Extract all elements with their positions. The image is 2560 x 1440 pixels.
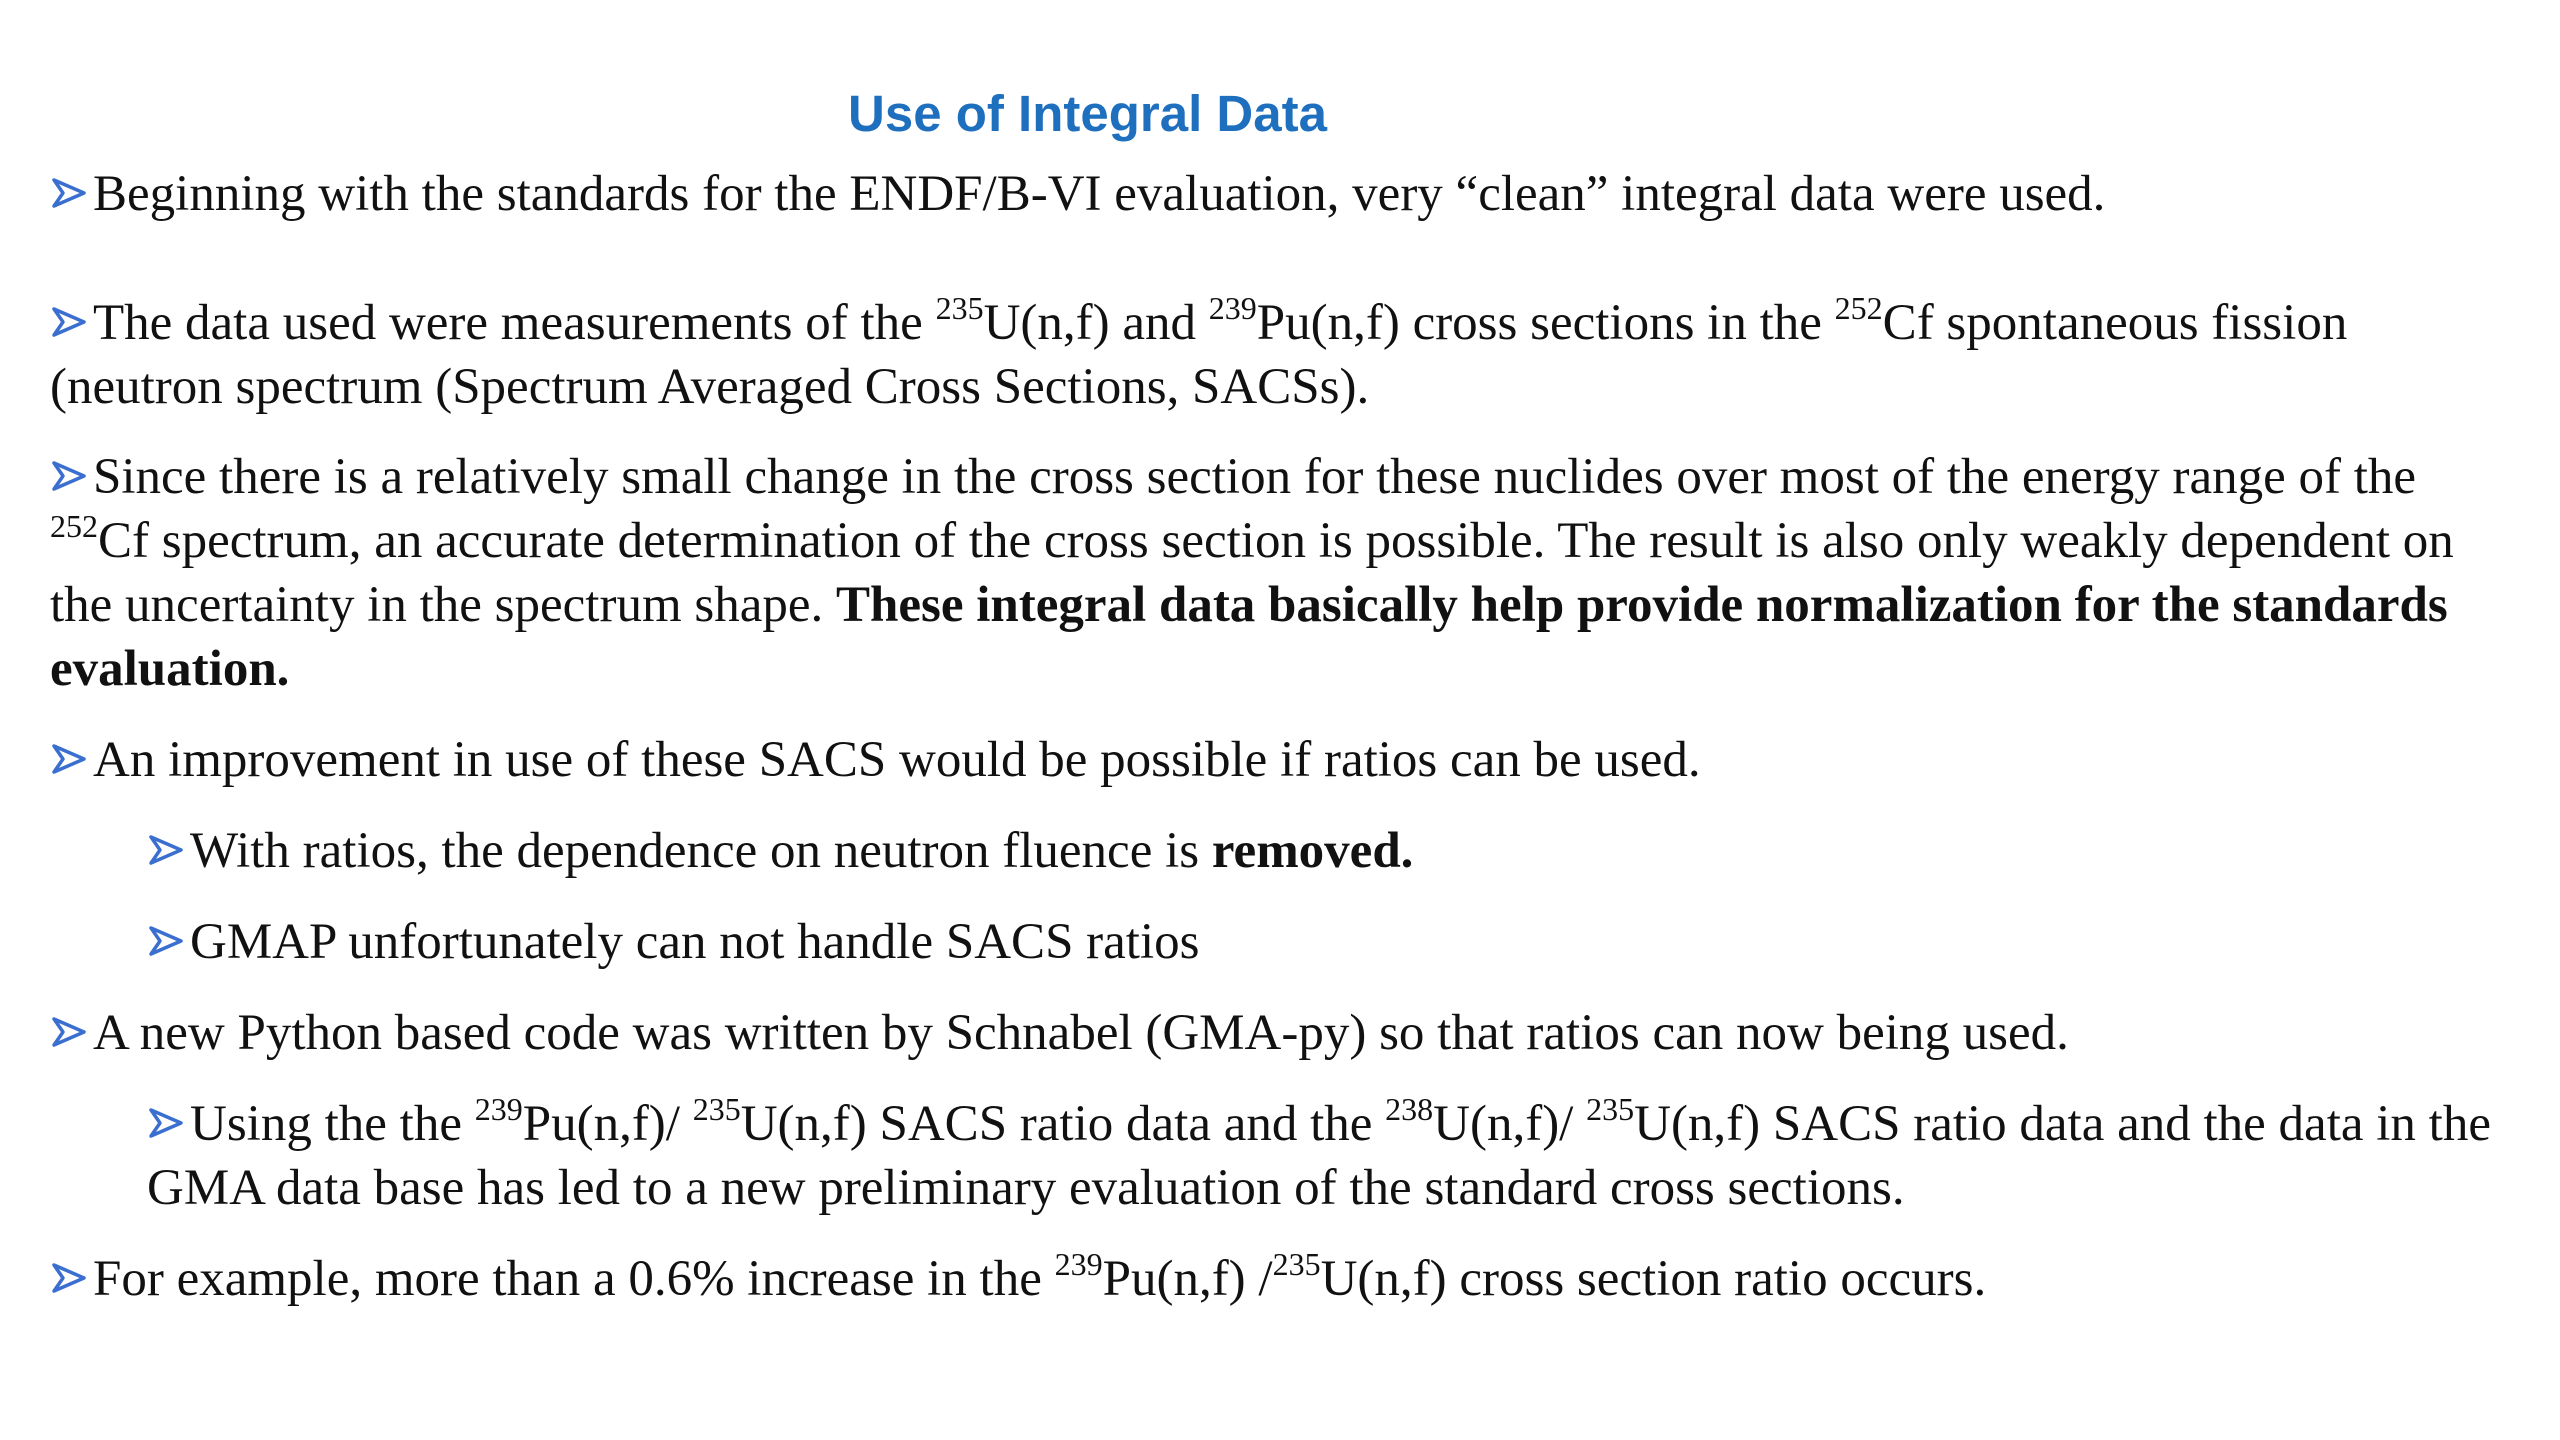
bullet-text: Cf spectrum, an accurate determination of the cross section is possible. The result is also only weakly dependent on the uncertainty in the spectrum shape. <box>50 513 2454 633</box>
bullet-item <box>50 1247 2510 1311</box>
isotope-superscript: 235 <box>935 290 984 326</box>
bullet-text: Cf spontaneous fission (neutron spectrum (Spectrum Averaged Cross Sections, SACSs). <box>50 295 2348 415</box>
arrow-bullet-icon <box>147 831 190 869</box>
bullet-item <box>50 1001 2510 1065</box>
arrow-bullet-icon <box>50 740 93 778</box>
sub-bullet-item <box>50 1092 2510 1220</box>
bullet-item <box>50 162 2510 226</box>
isotope-superscript: 238 <box>1385 1091 1434 1127</box>
arrow-bullet-icon <box>147 1104 190 1142</box>
isotope-superscript: 239 <box>474 1091 523 1127</box>
arrow-bullet-icon <box>50 174 93 212</box>
bullet-text: U(n,f) and <box>983 295 1209 351</box>
sub-bullet-item <box>50 910 2510 974</box>
bullet-bold-text: removed. <box>1211 823 1414 879</box>
arrow-bullet-icon <box>50 1259 93 1297</box>
bullet-item <box>50 445 2510 701</box>
bullet-text: U(n,f) cross section ratio occurs. <box>1320 1251 1987 1307</box>
bullet-text: For example, more than a 0.6% increase in the <box>93 1251 1055 1307</box>
bullet-text: Using the the <box>190 1096 475 1152</box>
sub-bullet-item <box>50 819 2510 883</box>
bullet-text: U(n,f) SACS ratio data and the <box>740 1096 1386 1152</box>
bullet-bold-text: These integral data basically help provide normalization for the standards evaluation. <box>50 577 2448 697</box>
slide-title: Use of Integral Data <box>848 85 1327 142</box>
isotope-superscript: 239 <box>1208 290 1257 326</box>
bullet-text: A new Python based code was written by Schnabel (GMA-py) so that ratios can now being used. <box>93 1005 2069 1061</box>
isotope-superscript: 235 <box>1586 1091 1635 1127</box>
bullet-item <box>50 728 2510 792</box>
bullet-text: U(n,f)/ <box>1433 1096 1587 1152</box>
bullet-text: The data used were measurements of the <box>93 295 936 351</box>
bullet-text: GMAP unfortunately can not handle SACS ratios <box>190 914 1200 970</box>
isotope-superscript: 235 <box>1272 1246 1321 1282</box>
arrow-bullet-icon <box>147 922 190 960</box>
bullet-text: Pu(n,f)/ <box>522 1096 693 1152</box>
arrow-bullet-icon <box>50 457 93 495</box>
bullet-item <box>50 291 2510 419</box>
bullet-text: An improvement in use of these SACS would be possible if ratios can be used. <box>93 732 1701 788</box>
isotope-superscript: 252 <box>50 508 98 544</box>
bullet-text: U(n,f) SACS ratio data and the data in the GMA data base has led to a new preliminary evaluation of the standard cross sections. <box>147 1096 2491 1216</box>
bullet-text: Since there is a relatively small change in the cross section for these nuclides over most of the energy range of the <box>93 449 2417 505</box>
bullet-text: Pu(n,f) / <box>1102 1251 1273 1307</box>
bullet-text: Pu(n,f) cross sections in the <box>1256 295 1835 351</box>
isotope-superscript: 252 <box>1834 290 1883 326</box>
arrow-bullet-icon <box>50 303 93 341</box>
bullet-list <box>50 162 2510 1311</box>
arrow-bullet-icon <box>50 1013 93 1051</box>
bullet-text: Beginning with the standards for the ENDF/B-VI evaluation, very “clean” integral data were used. <box>93 166 2106 222</box>
bullet-text: With ratios, the dependence on neutron fluence is <box>190 823 1212 879</box>
isotope-superscript: 235 <box>692 1091 741 1127</box>
isotope-superscript: 239 <box>1054 1246 1103 1282</box>
